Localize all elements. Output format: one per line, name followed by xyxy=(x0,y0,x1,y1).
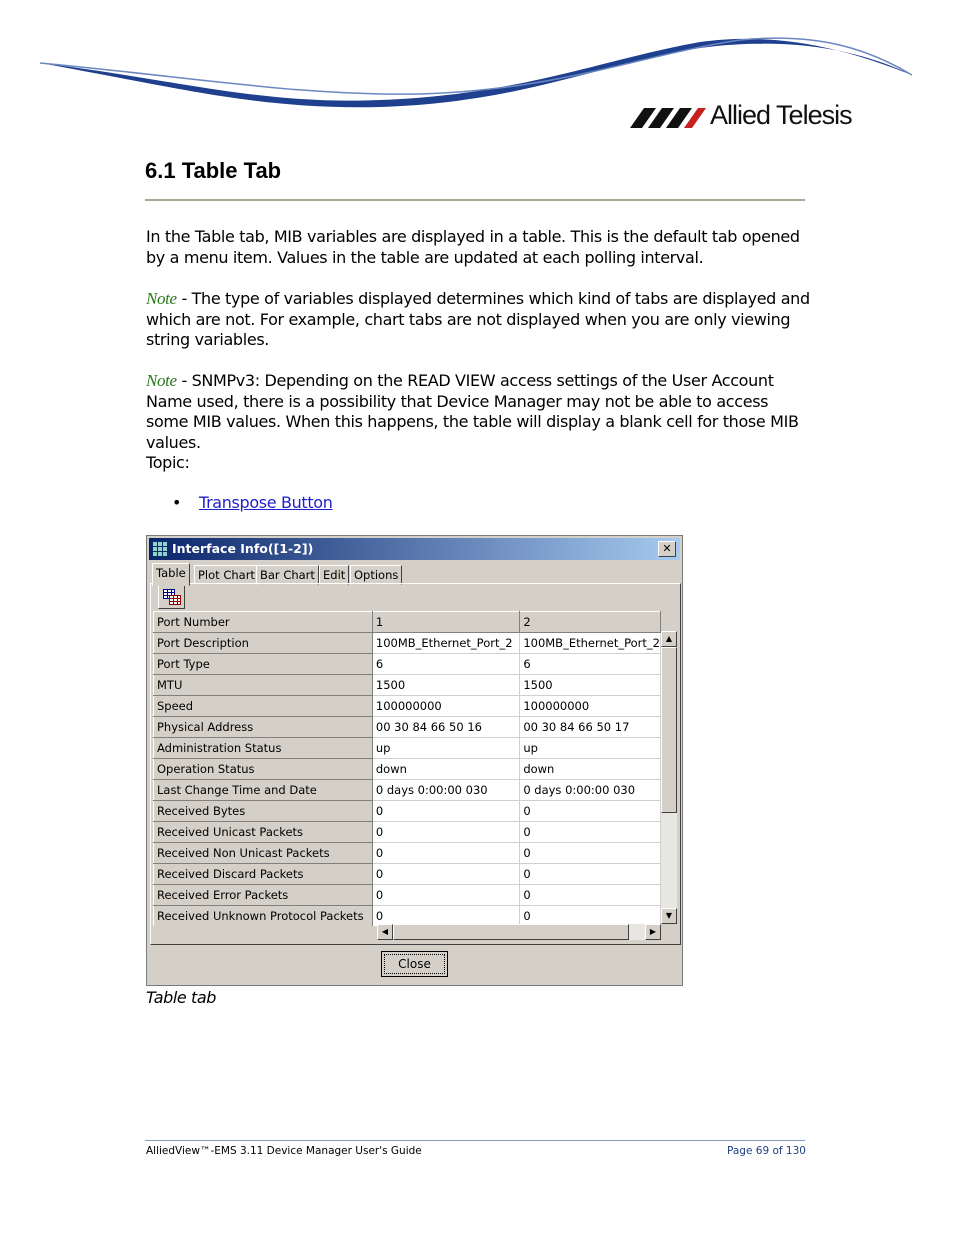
table-cell[interactable]: 100000000 xyxy=(520,696,661,717)
table-row xyxy=(154,780,661,801)
table-cell[interactable]: 0 xyxy=(520,906,661,927)
table-cell[interactable]: up xyxy=(520,738,661,759)
topic-label: Topic: xyxy=(146,453,190,472)
table-cell[interactable]: 0 xyxy=(372,885,519,906)
transpose-button[interactable] xyxy=(158,585,185,609)
vertical-scroll-thumb[interactable] xyxy=(661,647,677,813)
table-row xyxy=(154,885,661,906)
column-header[interactable]: 2 xyxy=(520,612,661,633)
transpose-icon xyxy=(163,589,181,605)
table-row xyxy=(154,717,661,738)
horizontal-scrollbar[interactable] xyxy=(377,924,661,940)
row-label: Administration Status xyxy=(154,738,373,759)
table-cell[interactable]: 100MB_Ethernet_Port_2 xyxy=(520,633,661,654)
horizontal-scroll-thumb[interactable] xyxy=(393,924,629,940)
table-row xyxy=(154,843,661,864)
interface-info-dialog xyxy=(146,535,683,986)
scroll-left-icon[interactable]: ◀ xyxy=(377,924,393,940)
table-row xyxy=(154,864,661,885)
table-cell[interactable]: 0 days 0:00:00 030 xyxy=(372,780,519,801)
figure-caption: Table tab xyxy=(146,988,217,1007)
row-label: Operation Status xyxy=(154,759,373,780)
table-cell[interactable]: 1500 xyxy=(372,675,519,696)
note-text: - The type of variables displayed determines which kind of tabs are displayed and which are not. For example, chart tabs are not displayed when you are only viewing string variables. xyxy=(146,289,810,349)
note-label: Note xyxy=(146,289,177,308)
footer-divider xyxy=(145,1140,805,1141)
table-cell[interactable]: down xyxy=(372,759,519,780)
close-button-label: Close xyxy=(384,954,445,974)
note-paragraph-1 xyxy=(146,289,811,351)
dialog-title: Interface Info([1-2]) xyxy=(172,541,314,556)
row-label: Last Change Time and Date xyxy=(154,780,373,801)
table-cell[interactable]: 0 xyxy=(372,822,519,843)
row-label: Port Description xyxy=(154,633,373,654)
scroll-down-icon[interactable]: ▼ xyxy=(661,908,677,924)
bullet-dot: • xyxy=(172,493,182,512)
table-cell[interactable]: 6 xyxy=(520,654,661,675)
row-label: Received Bytes xyxy=(154,801,373,822)
scroll-right-icon[interactable]: ▶ xyxy=(645,924,661,940)
note-paragraph-2 xyxy=(146,371,811,453)
table-row xyxy=(154,906,661,927)
table-cell[interactable]: 00 30 84 66 50 16 xyxy=(372,717,519,738)
table-cell[interactable]: 100MB_Ethernet_Port_2 xyxy=(372,633,519,654)
footer-document-title: AlliedView™-EMS 3.11 Device Manager User's Guide xyxy=(146,1145,422,1157)
footer-page-number: Page 69 of 130 xyxy=(727,1145,806,1157)
brand-name: Allied Telesis xyxy=(710,100,852,130)
tab-edit[interactable]: Edit xyxy=(319,565,349,585)
row-label: Received Error Packets xyxy=(154,885,373,906)
intro-paragraph: In the Table tab, MIB variables are displayed in a table. This is the default tab opened by a menu item. Values in the table are updated at each polling interval. xyxy=(146,227,800,267)
section-divider xyxy=(145,199,805,201)
row-label: Received Non Unicast Packets xyxy=(154,843,373,864)
tab-options[interactable]: Options xyxy=(350,565,402,585)
table-cell[interactable]: 00 30 84 66 50 17 xyxy=(520,717,661,738)
tab-table[interactable]: Table xyxy=(152,563,190,586)
table-cell[interactable]: 0 xyxy=(520,843,661,864)
table-cell[interactable]: up xyxy=(372,738,519,759)
mib-table xyxy=(153,611,661,926)
table-cell[interactable]: 0 xyxy=(372,906,519,927)
table-row xyxy=(154,696,661,717)
tab-bar-chart[interactable]: Bar Chart xyxy=(256,565,319,585)
row-label: Received Unknown Protocol Packets xyxy=(154,906,373,927)
vertical-scrollbar[interactable] xyxy=(661,631,677,924)
table-cell[interactable]: 1500 xyxy=(520,675,661,696)
table-cell[interactable]: down xyxy=(520,759,661,780)
dialog-titlebar[interactable] xyxy=(149,538,680,560)
table-cell[interactable]: 0 xyxy=(520,801,661,822)
row-label: Speed xyxy=(154,696,373,717)
table-cell[interactable]: 100000000 xyxy=(372,696,519,717)
table-cell[interactable]: 0 xyxy=(520,822,661,843)
table-cell[interactable]: 0 xyxy=(520,885,661,906)
table-row xyxy=(154,738,661,759)
table-row xyxy=(154,633,661,654)
table-row xyxy=(154,675,661,696)
scroll-up-icon[interactable]: ▲ xyxy=(661,631,677,647)
table-cell[interactable]: 0 xyxy=(372,843,519,864)
table-row xyxy=(154,801,661,822)
table-cell[interactable]: 0 xyxy=(372,801,519,822)
table-cell[interactable]: 0 days 0:00:00 030 xyxy=(520,780,661,801)
table-cell[interactable]: 0 xyxy=(372,864,519,885)
section-title: 6.1 Table Tab xyxy=(145,158,282,183)
table-row xyxy=(154,759,661,780)
tab-plot-chart[interactable]: Plot Chart xyxy=(194,565,259,585)
row-label: Port Type xyxy=(154,654,373,675)
table-cell[interactable]: 0 xyxy=(520,864,661,885)
row-label: MTU xyxy=(154,675,373,696)
table-row xyxy=(154,612,661,633)
close-button[interactable] xyxy=(381,951,448,977)
row-label: Received Discard Packets xyxy=(154,864,373,885)
table-row xyxy=(154,822,661,843)
row-label: Physical Address xyxy=(154,717,373,738)
close-icon[interactable]: ✕ xyxy=(658,541,676,557)
row-label: Received Unicast Packets xyxy=(154,822,373,843)
note-label: Note xyxy=(146,371,177,390)
note-text: - SNMPv3: Depending on the READ VIEW access settings of the User Account Name used, there is a possibility that Device Manager may not be able to access some MIB values. When this happens, the table will display a blank cell for those MIB values. xyxy=(146,371,799,452)
row-label: Port Number xyxy=(154,612,373,633)
table-window-icon xyxy=(152,541,168,557)
table-row xyxy=(154,654,661,675)
table-cell[interactable]: 6 xyxy=(372,654,519,675)
transpose-button-link[interactable]: Transpose Button xyxy=(199,493,333,512)
column-header[interactable]: 1 xyxy=(372,612,519,633)
